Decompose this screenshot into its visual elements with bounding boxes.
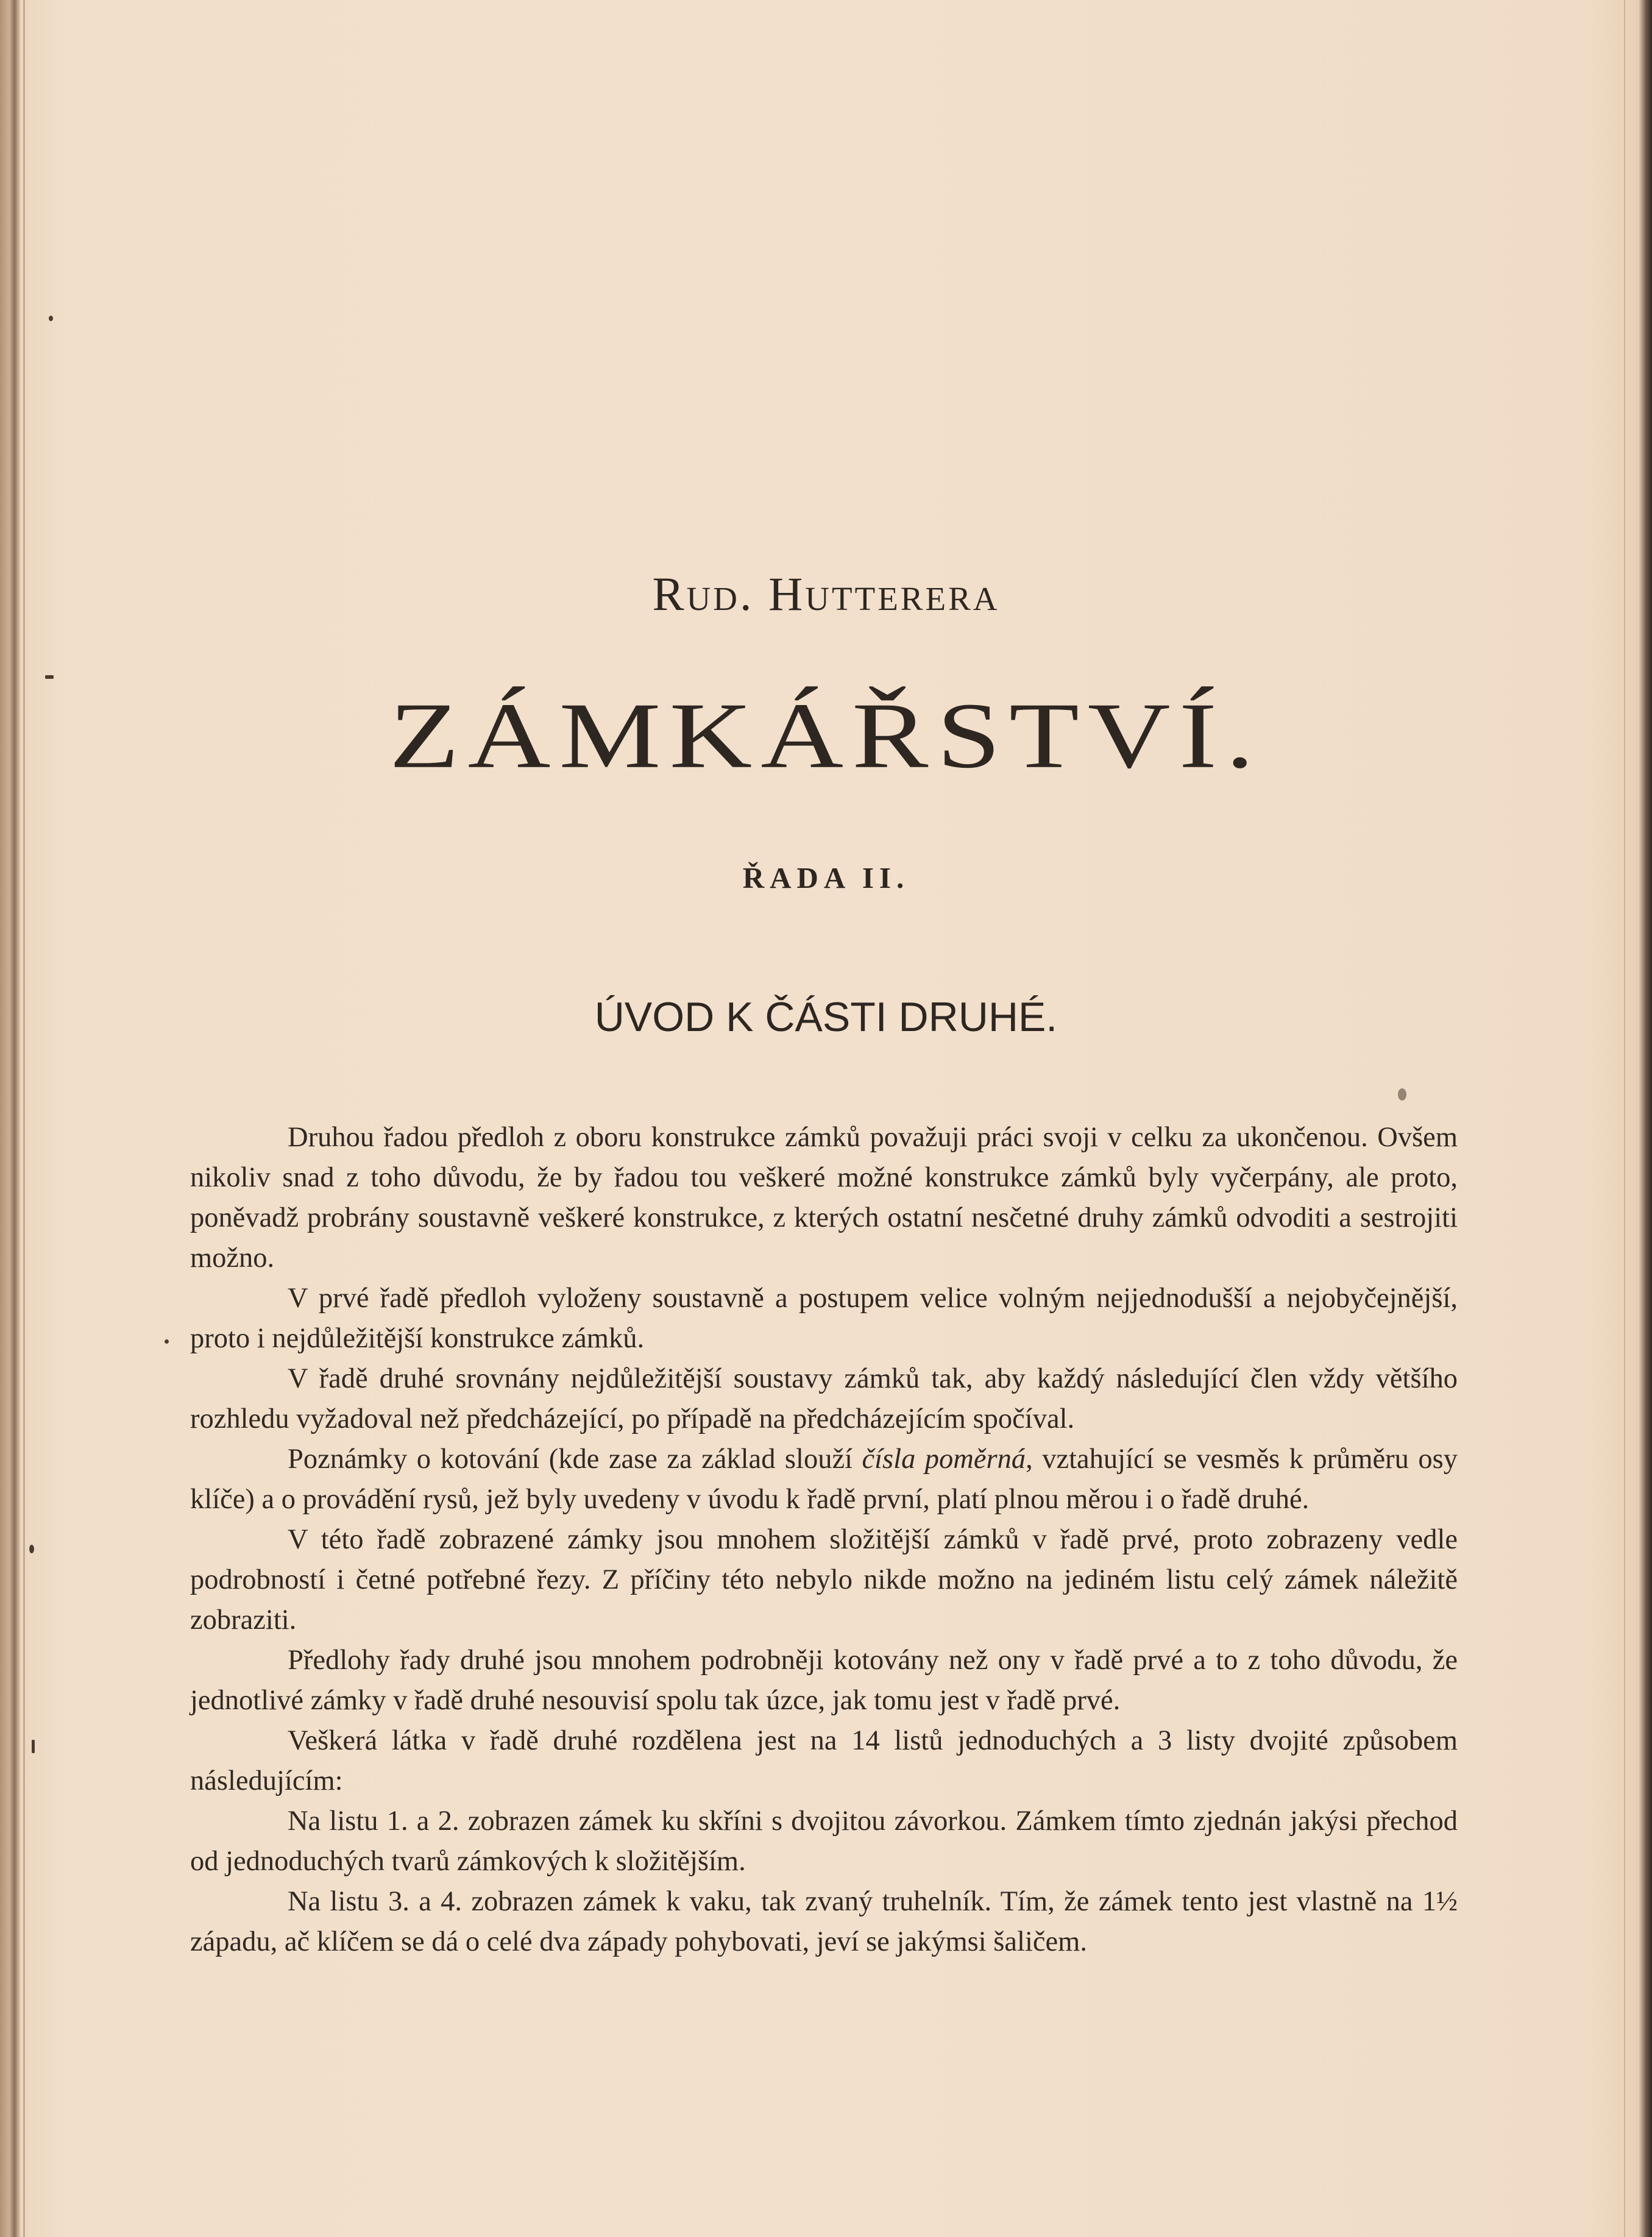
paragraph: Na listu 3. a 4. zobrazen zámek k vaku, tak zvaný truhelník. Tím, že zámek tento jest vlastně na 1½ západu, ač klíčem se dá o celé dva západy pohybovati, jeví se jakýmsi šaličem. [190, 1886, 1458, 1957]
ink-speck [29, 1545, 34, 1553]
author-name: Rud. Hutterera [652, 567, 1000, 620]
book-title: ZÁMKÁŘSTVÍ. [389, 682, 1263, 788]
ink-speck [165, 1339, 169, 1344]
paragraph-text: , vztahující se vesměs k průměru osy klíče) a o provádění rysů, jež byly uvedeny v úvodu k řadě první, platí plnou měrou i o řadě druhé. [190, 1444, 1458, 1515]
paragraph: Druhou řadou předloh z oboru konstrukce zámků považuji práci svoji v celku za ukončenou. Ovšem nikoliv snad z toho důvodu, že by řadou tou veškeré možné konstrukce zámků byly vyčerpány, ale proto, poněvadž probrány soustavně veškeré konstrukce, z kterých ostatní nesčetné druhy zámků odvoditi a sestrojiti možno. [190, 1122, 1458, 1274]
ink-speck [49, 316, 53, 321]
paragraph: V řadě druhé srovnány nejdůležitější soustavy zámků tak, aby každý následující člen vždy většího rozhledu vyžadoval než předcházející, po případě na předcházejícím spočíval. [190, 1363, 1458, 1434]
page-edge-rule [1624, 0, 1625, 2237]
ink-speck [45, 675, 54, 679]
paragraph [190, 1439, 1458, 1520]
paragraph: Předlohy řady druhé jsou mnohem podrobněji kotovány než ony v řadě prvé a to z toho důvodu, že jednotlivé zámky v řadě druhé nesouvisí spolu tak úzce, jak tomu jest v řadě prvé. [190, 1645, 1458, 1716]
series-label: ŘADA II. [742, 861, 910, 895]
binding-edge [0, 0, 21, 2237]
paragraph: Na listu 1. a 2. zobrazen zámek ku skříni s dvojitou závorkou. Zámkem tímto zjednán jakýsi přechod od jednoduchých tvarů zámkových k složitějším. [190, 1806, 1458, 1877]
ink-speck [1398, 1088, 1406, 1101]
paragraph: V prvé řadě předloh vyloženy soustavně a postupem velice volným nejjednodušší a nejobyčejnější, proto i nejdůležitější konstrukce zámků. [190, 1283, 1458, 1354]
emphasized-term: čísla poměrná [862, 1444, 1026, 1475]
page-edge-shadow [1639, 0, 1652, 2237]
paragraph-text: Poznámky o kotování (kde zase za základ slouží [288, 1444, 862, 1475]
section-heading: ÚVOD K ČÁSTI DRUHÉ. [594, 994, 1058, 1040]
ink-speck [32, 1740, 35, 1753]
paragraph: V této řadě zobrazené zámky jsou mnohem složitější zámků v řadě prvé, proto zobrazeny vedle podrobností i četné potřebné řezy. Z příčiny této nebylo nikde možno na jediném listu celý zámek náležitě zobraziti. [190, 1524, 1458, 1636]
paragraph: Veškerá látka v řadě druhé rozdělena jest na 14 listů jednoduchých a 3 listy dvojité způsobem následujícím: [190, 1725, 1458, 1796]
body-text [190, 1118, 1458, 1962]
binding-rule [23, 0, 25, 2237]
